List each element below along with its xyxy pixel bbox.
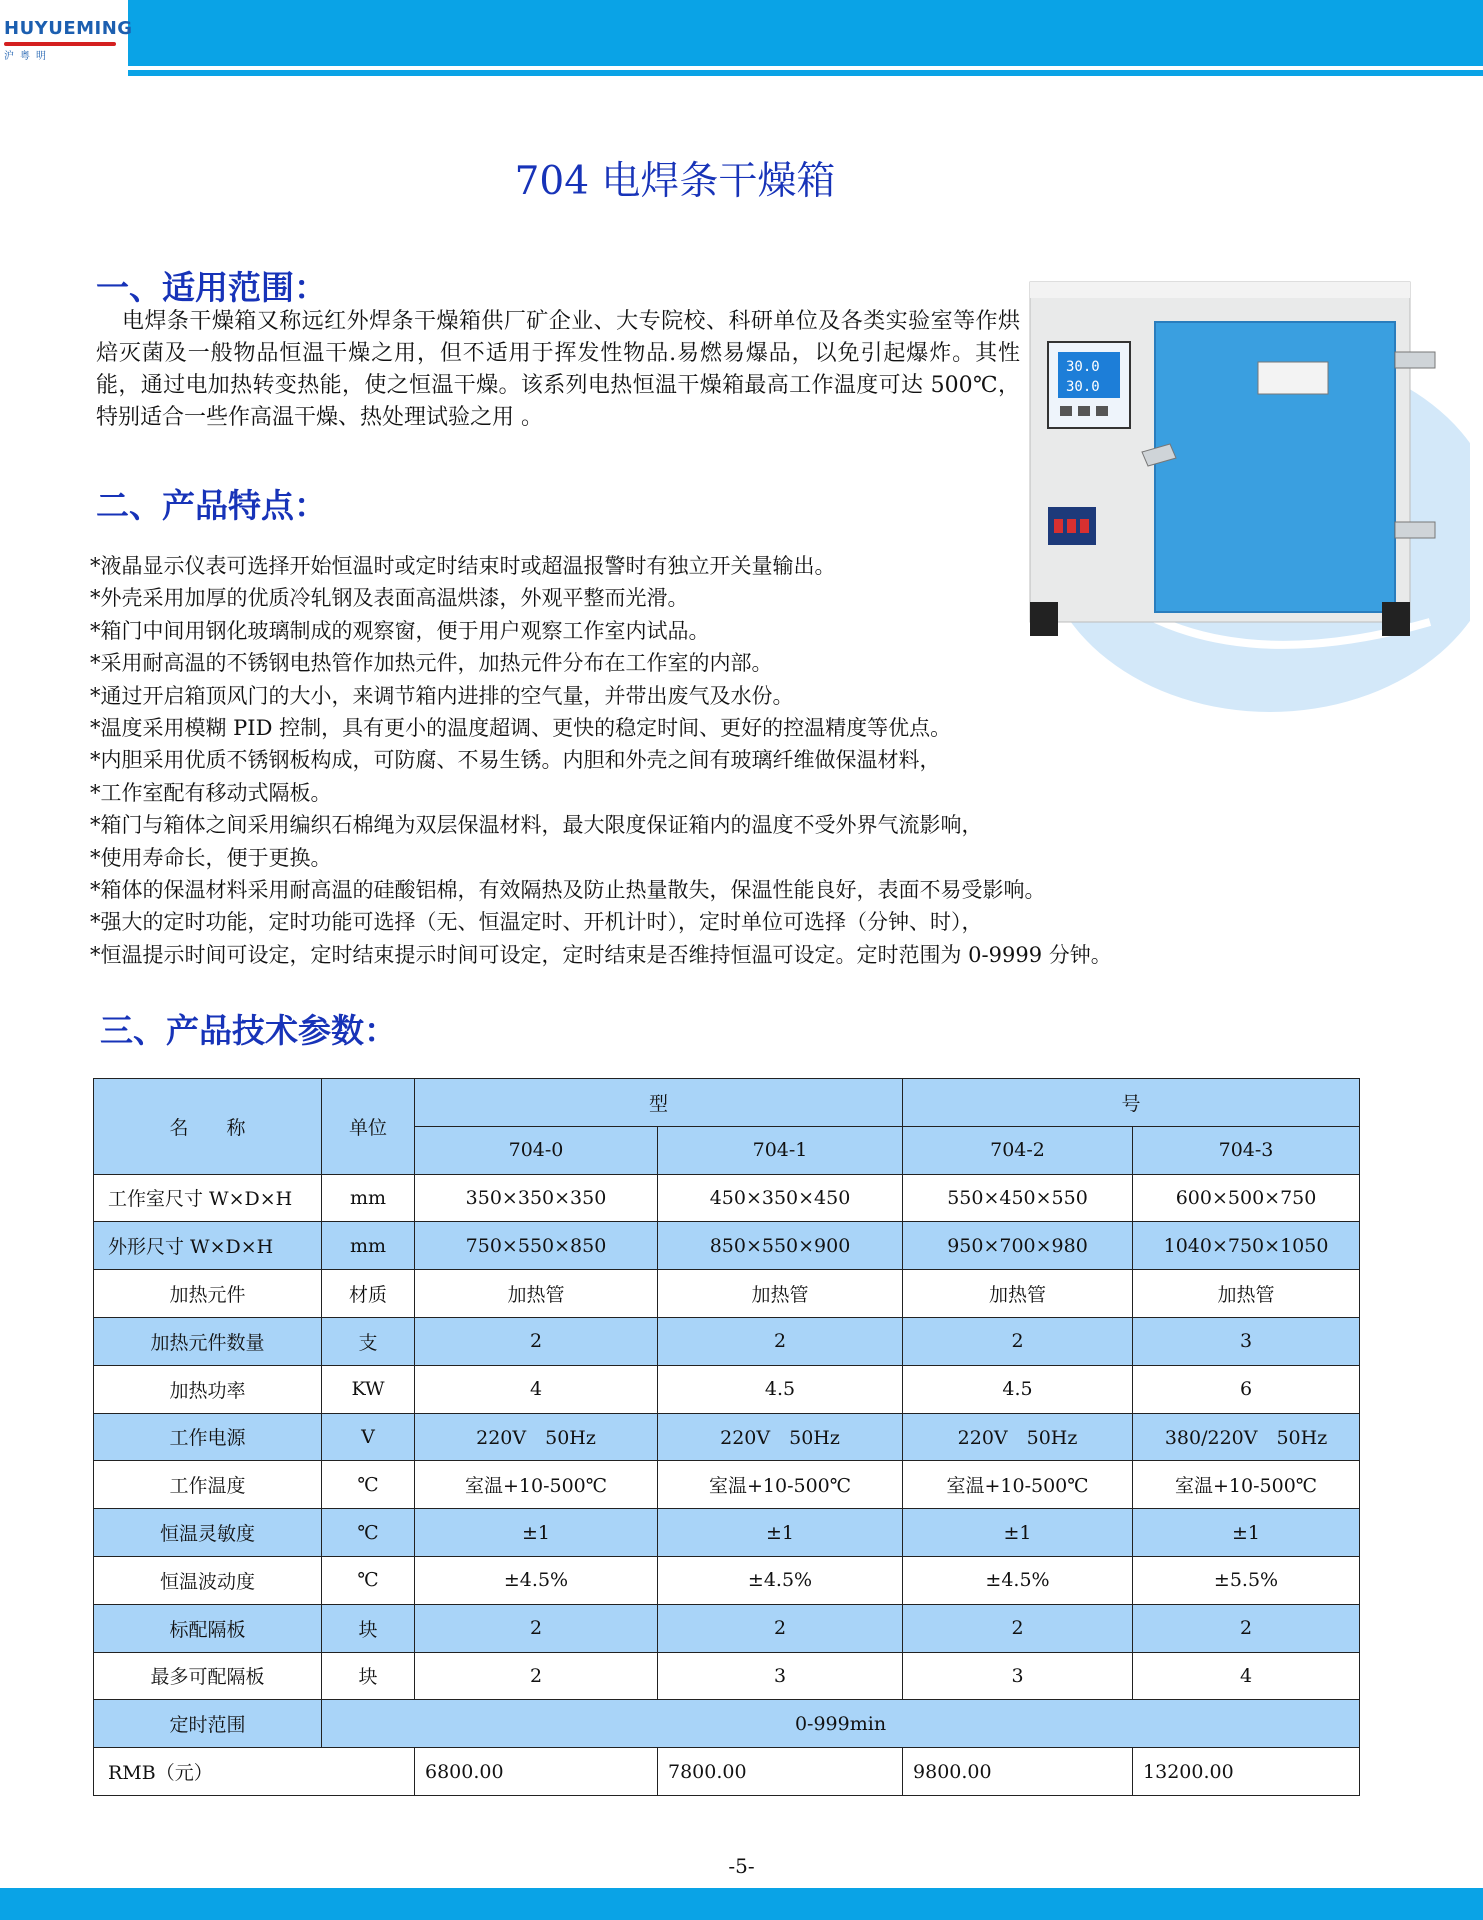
row-value: 220V 50Hz xyxy=(658,1413,903,1461)
price-value: 6800.00 xyxy=(415,1748,658,1796)
price-value: 7800.00 xyxy=(658,1748,903,1796)
feature-item: *温度采用模糊 PID 控制，具有更小的温度超调、更快的稳定时间、更好的控温精度等优点。 xyxy=(90,716,952,741)
price-value: 9800.00 xyxy=(903,1748,1133,1796)
row-value: ±4.5% xyxy=(658,1556,903,1604)
model-cell: 704-3 xyxy=(1133,1126,1360,1174)
table-row xyxy=(94,1556,1360,1604)
heading-features: 二、产品特点： xyxy=(96,486,327,525)
row-value: ±1 xyxy=(1133,1509,1360,1557)
row-unit: ℃ xyxy=(322,1509,415,1557)
header-band xyxy=(128,0,1483,66)
header-model-1: 型 xyxy=(415,1079,903,1127)
oven-foot xyxy=(1030,602,1058,636)
row-value: ±4.5% xyxy=(415,1556,658,1604)
heading-params: 三、产品技术参数： xyxy=(100,1011,397,1050)
row-name: 工作温度 xyxy=(94,1461,322,1509)
model-cell: 704-0 xyxy=(415,1126,658,1174)
feature-item: *内胆采用优质不锈钢板构成，可防腐、不易生锈。内胆和外壳之间有玻璃纤维做保温材料， xyxy=(90,748,941,773)
feature-item: *强大的定时功能，定时功能可选择（无、恒温定时、开机计时），定时单位可选择（分钟、时）， xyxy=(90,910,983,935)
row-value: ±4.5% xyxy=(903,1556,1133,1604)
row-value: 室温+10-500℃ xyxy=(903,1461,1133,1509)
row-name: 外形尺寸 W×D×H xyxy=(94,1222,322,1270)
table-row xyxy=(94,1461,1360,1509)
footer-band xyxy=(0,1888,1483,1920)
row-name: 标配隔板 xyxy=(94,1604,322,1652)
row-value: 2 xyxy=(903,1604,1133,1652)
intro-text: 电焊条干燥箱又称远红外焊条干燥箱供厂矿企业、大专院校、科研单位及各类实验室等作烘焙灭菌及一般物品恒温干燥之用，但不适用于挥发性物品.易燃易爆品，以免引起爆炸。其性能，通过电加热转变热能，使之恒温干燥。该系列电热恒温干燥箱最高工作温度可达 500℃，特别适合一些作高温干燥、热处理试验之用 。 xyxy=(96,309,1020,430)
row-value: 2 xyxy=(415,1652,658,1700)
row-value: 4.5 xyxy=(903,1365,1133,1413)
page-title: 704 电焊条干燥箱 xyxy=(514,159,836,204)
page-number: -5- xyxy=(728,1854,755,1878)
row-value: 850×550×900 xyxy=(658,1222,903,1270)
row-unit: mm xyxy=(322,1174,415,1222)
row-name: 定时范围 xyxy=(94,1700,322,1748)
row-value: 220V 50Hz xyxy=(903,1413,1133,1461)
row-name: 恒温灵敏度 xyxy=(94,1509,322,1557)
table-row xyxy=(94,1270,1360,1318)
row-value: ±1 xyxy=(415,1509,658,1557)
row-unit: 块 xyxy=(322,1604,415,1652)
row-value: 550×450×550 xyxy=(903,1174,1133,1222)
header-name: 名 称 xyxy=(94,1079,322,1175)
row-unit: V xyxy=(322,1413,415,1461)
row-value: 750×550×850 xyxy=(415,1222,658,1270)
row-value: 室温+10-500℃ xyxy=(415,1461,658,1509)
table-row-timing xyxy=(94,1700,1360,1748)
row-name: 加热元件 xyxy=(94,1270,322,1318)
row-value: ±5.5% xyxy=(1133,1556,1360,1604)
row-value: 350×350×350 xyxy=(415,1174,658,1222)
row-name: 恒温波动度 xyxy=(94,1556,322,1604)
door-hinge xyxy=(1395,352,1435,368)
company-logo xyxy=(0,0,133,76)
row-unit: 材质 xyxy=(322,1270,415,1318)
feature-item: *恒温提示时间可设定，定时结束提示时间可设定，定时结束是否维持恒温可设定。定时范围为 0-9999 分钟。 xyxy=(90,942,1112,967)
price-value: 13200.00 xyxy=(1133,1748,1360,1796)
table-row-price xyxy=(94,1748,1360,1796)
row-value: 加热管 xyxy=(415,1270,658,1318)
row-value: 加热管 xyxy=(658,1270,903,1318)
oven-top xyxy=(1030,282,1410,298)
row-value: 1040×750×1050 xyxy=(1133,1222,1360,1270)
logo-text-cn: 沪粤明 xyxy=(4,51,52,62)
oven-foot xyxy=(1382,602,1410,636)
row-value: ±1 xyxy=(903,1509,1133,1557)
row-value: 2 xyxy=(658,1317,903,1365)
model-cell: 704-2 xyxy=(903,1126,1133,1174)
switch-icon xyxy=(1054,519,1063,533)
row-value: ±1 xyxy=(658,1509,903,1557)
table-row xyxy=(94,1509,1360,1557)
switch-icon xyxy=(1067,519,1076,533)
spec-table xyxy=(93,1078,1360,1796)
table-row xyxy=(94,1652,1360,1700)
header-model-2: 号 xyxy=(903,1079,1360,1127)
row-unit: mm xyxy=(322,1222,415,1270)
controller-key xyxy=(1078,406,1090,416)
row-unit: ℃ xyxy=(322,1556,415,1604)
row-unit: 块 xyxy=(322,1652,415,1700)
door-hinge xyxy=(1395,522,1435,538)
row-value: 220V 50Hz xyxy=(415,1413,658,1461)
row-value: 室温+10-500℃ xyxy=(1133,1461,1360,1509)
logo-swoosh xyxy=(4,42,116,46)
display-value-top: 30.0 xyxy=(1066,359,1100,375)
table-row xyxy=(94,1365,1360,1413)
feature-item: *箱门与箱体之间采用编织石棉绳为双层保温材料，最大限度保证箱内的温度不受外界气流影响， xyxy=(90,813,983,838)
table-row xyxy=(94,1413,1360,1461)
intro-paragraph xyxy=(96,306,1020,434)
timing-value: 0-999min xyxy=(322,1700,1360,1748)
feature-item: *采用耐高温的不锈钢电热管作加热元件，加热元件分布在工作室的内部。 xyxy=(90,651,773,676)
switch-icon xyxy=(1080,519,1089,533)
logo-text-en: HUYUEMING xyxy=(4,18,133,39)
row-value: 2 xyxy=(658,1604,903,1652)
row-name: 工作电源 xyxy=(94,1413,322,1461)
row-value: 2 xyxy=(903,1317,1133,1365)
header-rule xyxy=(128,70,1483,76)
row-value: 2 xyxy=(415,1317,658,1365)
row-value: 加热管 xyxy=(1133,1270,1360,1318)
row-value: 950×700×980 xyxy=(903,1222,1133,1270)
door-nameplate xyxy=(1258,362,1328,394)
feature-item: *箱体的保温材料采用耐高温的硅酸铝棉，有效隔热及防止热量散失，保温性能良好，表面不易受影响。 xyxy=(90,878,1046,903)
table-row xyxy=(94,1604,1360,1652)
row-unit: 支 xyxy=(322,1317,415,1365)
header-unit: 单位 xyxy=(322,1079,415,1175)
feature-item: *箱门中间用钢化玻璃制成的观察窗，便于用户观察工作室内试品。 xyxy=(90,618,710,643)
row-value: 600×500×750 xyxy=(1133,1174,1360,1222)
feature-item: *工作室配有移动式隔板。 xyxy=(90,780,332,805)
row-value: 4 xyxy=(1133,1652,1360,1700)
model-cell: 704-1 xyxy=(658,1126,903,1174)
row-value: 2 xyxy=(415,1604,658,1652)
row-value: 2 xyxy=(1133,1604,1360,1652)
row-value: 4 xyxy=(415,1365,658,1413)
table-header-row xyxy=(94,1079,1360,1127)
row-name: 加热元件数量 xyxy=(94,1317,322,1365)
row-name: 工作室尺寸 W×D×H xyxy=(94,1174,322,1222)
row-value: 3 xyxy=(1133,1317,1360,1365)
table-row xyxy=(94,1222,1360,1270)
controller-key xyxy=(1096,406,1108,416)
row-value: 4.5 xyxy=(658,1365,903,1413)
row-value: 加热管 xyxy=(903,1270,1133,1318)
row-name: 加热功率 xyxy=(94,1365,322,1413)
feature-item: *外壳采用加厚的优质冷轧钢及表面高温烘漆，外观平整而光滑。 xyxy=(90,586,689,611)
heading-scope: 一、适用范围： xyxy=(96,268,327,307)
feature-item: *使用寿命长，便于更换。 xyxy=(90,845,332,870)
row-value: 室温+10-500℃ xyxy=(658,1461,903,1509)
row-value: 380/220V 50Hz xyxy=(1133,1413,1360,1461)
row-name: 最多可配隔板 xyxy=(94,1652,322,1700)
table-row xyxy=(94,1174,1360,1222)
row-value: 6 xyxy=(1133,1365,1360,1413)
row-value: 3 xyxy=(903,1652,1133,1700)
feature-item: *液晶显示仪表可选择开始恒温时或定时结束时或超温报警时有独立开关量输出。 xyxy=(90,554,836,578)
price-label: RMB（元） xyxy=(94,1748,415,1796)
row-unit: ℃ xyxy=(322,1461,415,1509)
row-value: 3 xyxy=(658,1652,903,1700)
feature-item: *通过开启箱顶风门的大小，来调节箱内进排的空气量，并带出废气及水份。 xyxy=(90,683,794,708)
display-value-bottom: 30.0 xyxy=(1066,379,1100,395)
row-value: 450×350×450 xyxy=(658,1174,903,1222)
controller-key xyxy=(1060,406,1072,416)
drying-oven-photo xyxy=(1000,262,1470,722)
table-row xyxy=(94,1317,1360,1365)
row-unit: KW xyxy=(322,1365,415,1413)
